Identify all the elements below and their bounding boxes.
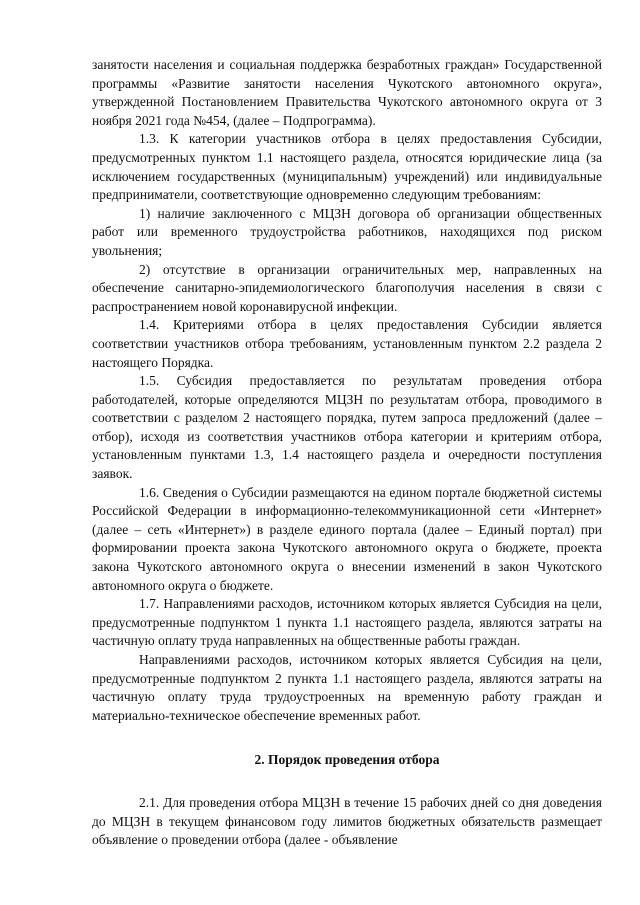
paragraph-1-5-subsidy-provision: 1.5. Субсидия предоставляется по результатам проведения отбора работодателей, которые определяются МЦЗН по результатам отбора, проводимого в соответствии с разделом 2 настоящего порядка, путем запроса предложений (далее – отбор), исходя из соответствия участников отбора категории и критериям отбора, установленным пунктами 1.3, 1.4 настоящего раздела и очередности поступления заявок. bbox=[92, 373, 602, 482]
paragraph-1-7-expense-directions: 1.7. Направлениями расходов, источником которых является Субсидия на цели, предусмотренные подпунктом 1 пункта 1.1 настоящего раздела, являются затраты на частичную оплату труда направленных на общественные работы граждан. bbox=[92, 596, 602, 649]
paragraph-1-3-participant-categories: 1.3. К категории участников отбора в целях предоставления Субсидии, предусмотренных пунктом 1.1 настоящего раздела, относятся юридические лица (за исключением государственных (муниципальным) учреждений) или индивидуальные предприниматели, соответствующие одновременно следующим требованиям: bbox=[92, 131, 602, 203]
paragraph-1-4-selection-criteria: 1.4. Критериями отбора в целях предоставления Субсидии является соответствии участников отбора требованиям, установленным пунктом 2.2 раздела 2 настоящего Порядка. bbox=[92, 317, 602, 370]
paragraph-subprogram-reference: занятости населения и социальная поддержка безработных граждан» Государственной программы «Развитие занятости населения Чукотского автономного округа», утвержденной Постановлением Правительства Чукотского автономного округа от 3 ноября 2021 года №454, (далее – Подпрограмма). bbox=[92, 57, 602, 128]
paragraph-requirement-1: 1) наличие заключенного с МЦЗН договора об организации общественных работ или временного трудоустройства работников, находящихся под риском увольнения; bbox=[92, 205, 602, 258]
section-heading: 2. Порядок проведения отбора bbox=[254, 752, 440, 768]
paragraph-requirement-2: 2) отсутствие в организации ограничительных мер, направленных на обеспечение санитарно-эпидемиологического благополучия населения в связи с распространением новой коронавирусной инфекции. bbox=[92, 261, 602, 314]
paragraph-expense-directions-temporary-work: Направлениями расходов, источником которых является Субсидия на цели, предусмотренные подпунктом 2 пункта 1.1 настоящего раздела, являются затраты на частичную оплату труда трудоустроенных на временную работу граждан и материально-техническое обеспечение временных работ. bbox=[92, 652, 602, 723]
paragraph-2-1-announcement: 2.1. Для проведения отбора МЦЗН в течение 15 рабочих дней со дня доведения до МЦЗН в текущем финансовом году лимитов бюджетных обязательств размещает объявление о проведении отбора (далее - объявление bbox=[92, 794, 602, 848]
document-page bbox=[92, 56, 602, 850]
paragraph-1-6-subsidy-information: 1.6. Сведения о Субсидии размещаются на едином портале бюджетной системы Российской Федерации в информационно-телекоммуникационной сети «Интернет» (далее – сеть «Интернет») в разделе единого портала (далее – Единый портал) при формировании проекта закона Чукотского автономного округа о бюджете, проекта закона Чукотского автономного округа о внесении изменений в закон Чукотского автономного округа о бюджете. bbox=[92, 484, 602, 593]
